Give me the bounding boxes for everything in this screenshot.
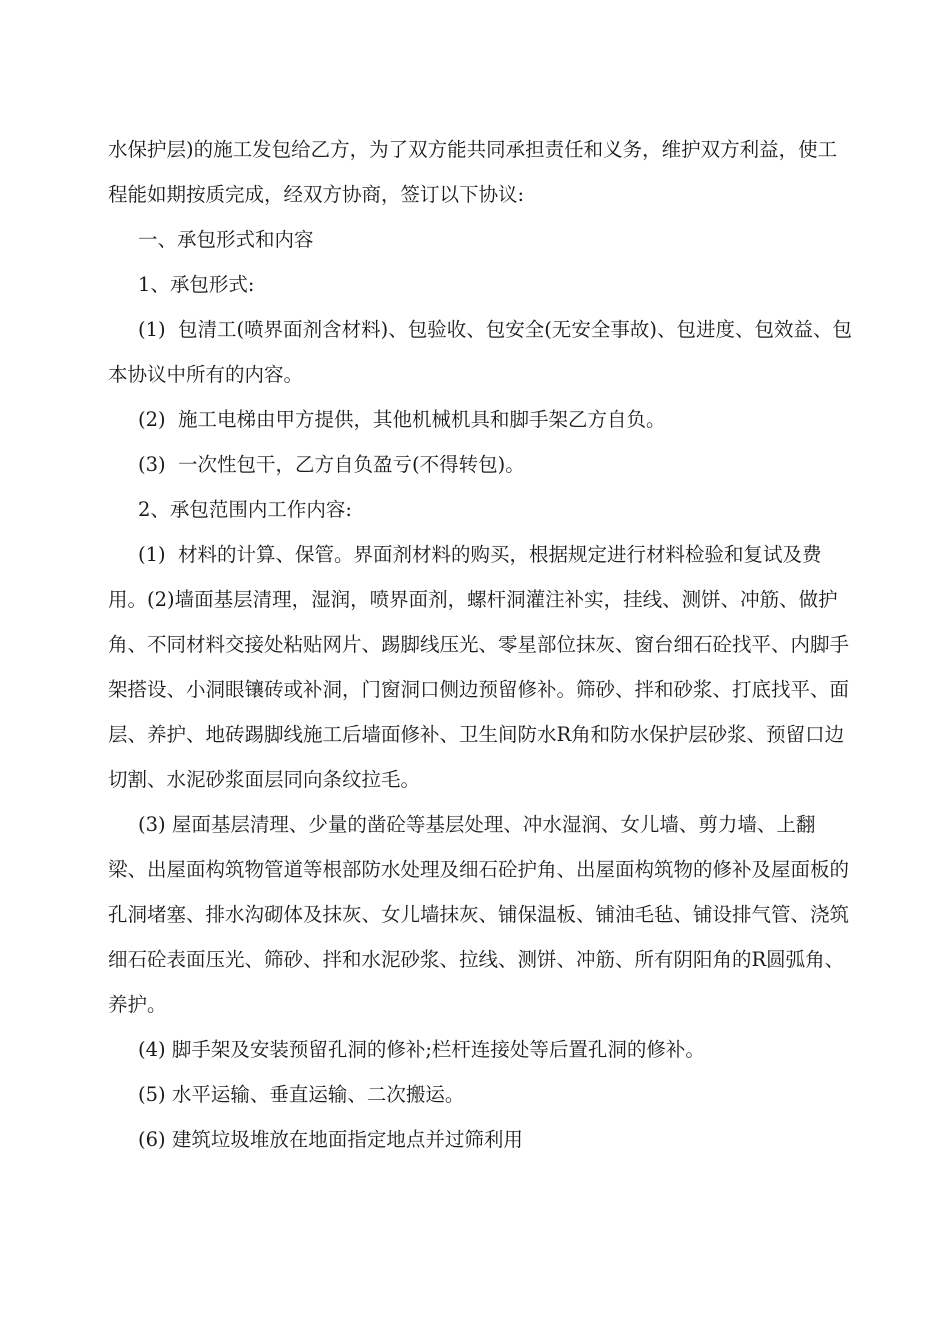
list-item: (6) 建筑垃圾堆放在地面指定地点并过筛利用 [138,1128,523,1151]
list-item: (4) 脚手架及安装预留孔洞的修补;栏杆连接处等后置孔洞的修补。 [138,1038,705,1061]
list-item: (3) 一次性包干，乙方自负盈亏(不得转包)。 [138,453,525,476]
document-body [108,127,853,1162]
subsection-heading-2: 2、承包范围内工作内容: [138,498,352,521]
list-item: (3) 屋面基层清理、少量的凿砼等基层处理、冲水湿润、女儿墙、剪力墙、上翻梁、出屋面构筑物管道等根部防水处理及细石砼护角、出屋面构筑物的修补及屋面板的孔洞堵塞、排水沟砌体及抹灰、女儿墙抹灰、铺保温板、铺油毛毡、铺设排气管、浇筑细石砼表面压光、筛砂、拌和水泥砂浆、拉线、测饼、冲筋、所有阴阳角的R圆弧角、养护。 [108,813,850,1016]
section-heading-1: 一、承包形式和内容 [138,228,314,251]
list-item: (2) 施工电梯由甲方提供，其他机械机具和脚手架乙方自负。 [138,408,666,431]
list-item: (1) 包清工(喷界面剂含材料)、包验收、包安全(无安全事故)、包进度、包效益、包本协议中所有的内容。 [108,318,852,386]
paragraph-intro: 水保护层)的施工发包给乙方，为了双方能共同承担责任和义务，维护双方利益，使工程能如期按质完成，经双方协商，签订以下协议: [108,138,838,206]
list-item: (5) 水平运输、垂直运输、二次搬运。 [138,1083,465,1106]
subsection-heading-1: 1、承包形式: [138,273,255,296]
list-item: (1) 材料的计算、保管。界面剂材料的购买，根据规定进行材料检验和复试及费用。(2)墙面基层清理，湿润，喷界面剂，螺杆洞灌注补实，挂线、测饼、冲筋、做护角、不同材料交接处粘贴网片、踢脚线压光、零星部位抹灰、窗台细石砼找平、内脚手架搭设、小洞眼镶砖或补洞，门窗洞口侧边预留修补。筛砂、拌和砂浆、打底找平、面层、养护、地砖踢脚线施工后墙面修补、卫生间防水R角和防水保护层砂浆、预留口边切割、水泥砂浆面层同向条纹拉毛。 [108,543,850,791]
